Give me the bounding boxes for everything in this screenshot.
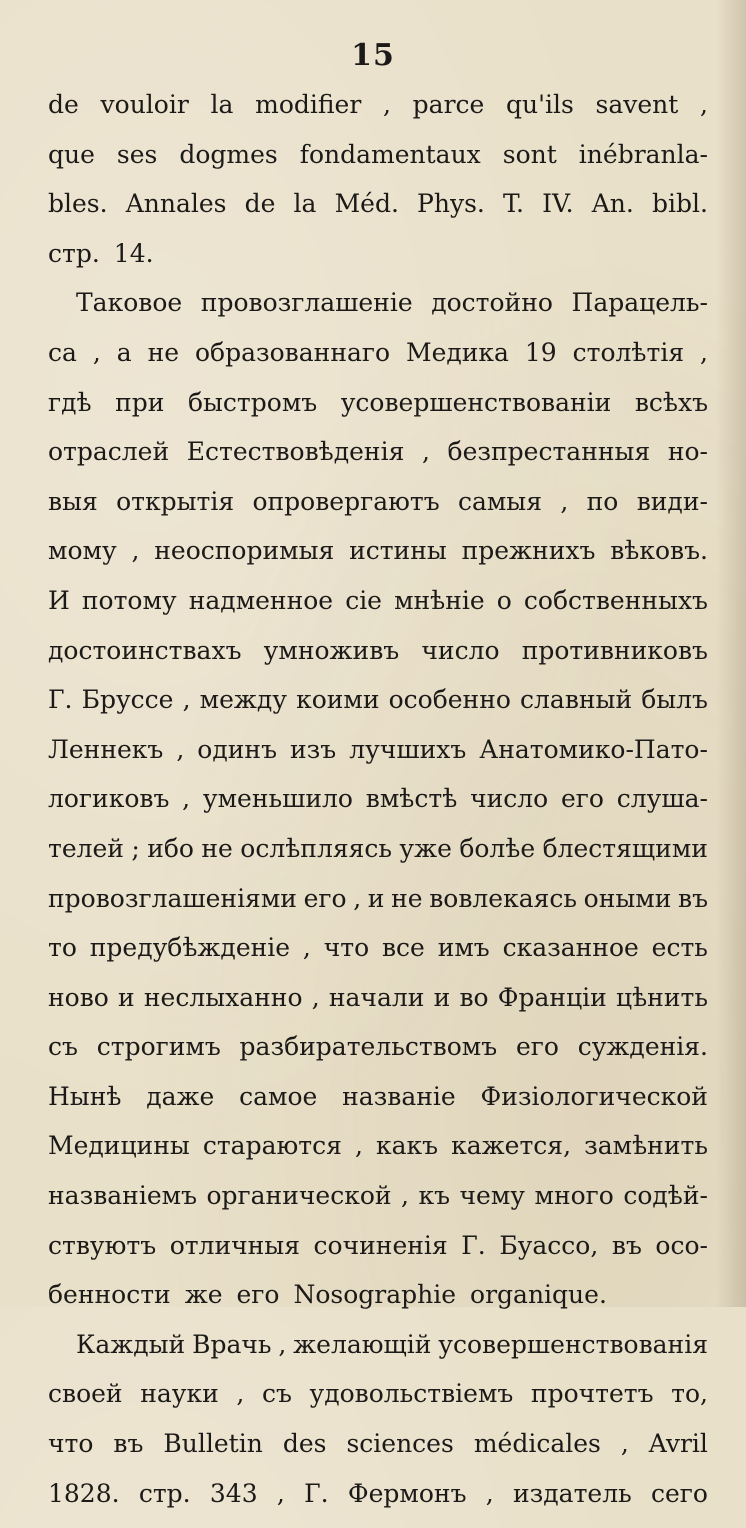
word: Бруссе [81, 685, 174, 715]
word: и [367, 883, 385, 913]
word: провозглашеніями [48, 883, 297, 913]
word: чему [459, 1181, 526, 1211]
word: и [433, 982, 451, 1012]
word: изъ [290, 734, 337, 764]
text-line [48, 189, 708, 239]
word: ново [48, 982, 109, 1012]
word: Phys. [417, 189, 485, 219]
word: былъ [641, 685, 708, 715]
word: достоинствахъ [48, 635, 242, 665]
word: Г. [461, 1230, 486, 1260]
word: науки [140, 1379, 219, 1409]
word: образованнаго [194, 337, 391, 367]
word: види- [636, 486, 708, 516]
word: открытія [116, 486, 235, 516]
text-line [48, 1131, 708, 1181]
word: число [470, 784, 549, 814]
text-line [48, 933, 708, 983]
word: Медика [405, 337, 509, 367]
word: славный [520, 685, 633, 715]
word: бенности [48, 1280, 171, 1310]
word: сужденія. [577, 1032, 708, 1062]
word: коими [296, 685, 380, 715]
word: Г. [48, 685, 73, 715]
word: названіемъ [48, 1181, 197, 1211]
word: са [48, 337, 77, 367]
word: логиковъ [48, 784, 170, 814]
word: fondamentaux [299, 139, 481, 169]
word: самое [239, 1081, 318, 1111]
word: къ [418, 1181, 451, 1211]
word: столѣтія [572, 337, 685, 367]
word: его [236, 1280, 280, 1310]
word: modifier [255, 90, 362, 119]
word: строгимъ [96, 1032, 221, 1062]
word: гдѣ [48, 387, 92, 417]
word: замѣнить [584, 1131, 708, 1161]
word: телей [48, 833, 124, 863]
word: въ [611, 1230, 642, 1260]
word: начали [328, 982, 425, 1012]
word: его [515, 1032, 559, 1062]
word: отличныя [169, 1230, 300, 1260]
word: своей [48, 1379, 123, 1409]
word: Леннекъ [48, 734, 164, 764]
word: удовольствіемъ [309, 1379, 514, 1409]
word: по [586, 486, 619, 516]
word: , [560, 486, 569, 516]
word: ослѣпляясь [240, 833, 392, 863]
word: Annales [125, 189, 227, 219]
text-line [48, 983, 708, 1033]
word: провозглашеніе [200, 288, 413, 318]
word: , [92, 337, 101, 367]
word: стр. [48, 238, 100, 268]
text-line [48, 1479, 708, 1528]
word: , [182, 784, 191, 814]
text-line [48, 636, 708, 686]
word: sciences [346, 1429, 454, 1459]
text-line [48, 884, 708, 934]
word: , [311, 982, 320, 1012]
word: , [182, 685, 191, 715]
word: опровергаютъ [252, 486, 440, 516]
word: Фермонъ [347, 1478, 467, 1508]
word: самыя [457, 486, 542, 516]
word: sont [502, 139, 557, 169]
text-line [48, 735, 708, 785]
word: съ [261, 1379, 292, 1409]
word: , [353, 883, 362, 913]
word: Нынѣ [48, 1081, 122, 1111]
word: а [116, 337, 132, 367]
word: la [210, 90, 234, 119]
word: de [244, 189, 276, 219]
word: названіе [342, 1081, 456, 1111]
text-line [48, 586, 708, 636]
word: мому [48, 536, 117, 566]
text-line [48, 1330, 708, 1380]
text-line [48, 239, 708, 289]
text-line [48, 437, 708, 487]
word: вмѣстѣ [365, 784, 458, 814]
word: la [293, 189, 317, 219]
word: 1828. [48, 1478, 120, 1508]
word: Франціи [497, 982, 607, 1012]
word: Анатомико-Пато- [479, 734, 708, 764]
text-line [48, 536, 708, 586]
word: слуша- [616, 784, 708, 814]
word: одинъ [197, 734, 277, 764]
word: qu'ils [506, 90, 574, 119]
word: Физіологической [480, 1081, 708, 1111]
word: не [201, 833, 233, 863]
word: 343 [209, 1478, 258, 1508]
word: Méd. [334, 189, 399, 219]
word: Естествовѣденія [186, 437, 405, 467]
word: что [48, 1429, 94, 1459]
word: , [354, 1131, 363, 1161]
text-block [48, 90, 708, 1528]
text-line [48, 388, 708, 438]
word: даже [146, 1081, 215, 1111]
word: прежнихъ [461, 536, 596, 566]
word: ствуютъ [48, 1230, 157, 1260]
word: savent [595, 90, 679, 119]
word: bles. [48, 189, 108, 219]
word: , [278, 1329, 287, 1359]
word: его [303, 883, 347, 913]
word: усовершенствованіи [340, 387, 612, 417]
word: Г. [304, 1478, 329, 1508]
word: стараются [202, 1131, 342, 1161]
word: , [383, 90, 391, 119]
word: , [421, 437, 430, 467]
word: умноживъ [263, 635, 400, 665]
word: истины [349, 536, 447, 566]
word: безпрестанныя [447, 437, 651, 467]
word: , [700, 337, 708, 367]
word: какъ [376, 1131, 439, 1161]
word: усовершенствованія [438, 1329, 708, 1359]
word: предубѣжденіе [89, 933, 291, 963]
word: не [147, 337, 180, 367]
word: сіе [345, 585, 382, 615]
word: блестящими [542, 833, 708, 863]
word: желающій [293, 1329, 432, 1359]
word: много [534, 1181, 614, 1211]
word: médicales [473, 1429, 601, 1459]
text-line [48, 834, 708, 884]
word: же [184, 1280, 223, 1310]
word: особенно [388, 685, 511, 715]
word: отраслей [48, 437, 170, 467]
word: Парацель- [571, 288, 708, 318]
word: кажется, [451, 1131, 572, 1161]
text-line [48, 1231, 708, 1281]
text-line [48, 1280, 708, 1330]
word: собственныхъ [523, 585, 708, 615]
word: содѣй- [623, 1181, 708, 1211]
text-line [48, 1082, 708, 1132]
word: число [421, 635, 500, 665]
word: все [381, 933, 425, 963]
text-line [48, 1181, 708, 1231]
word: что [323, 933, 370, 963]
word: прочтетъ [530, 1379, 654, 1409]
word: An. [591, 189, 634, 219]
word: то [48, 933, 77, 963]
word: оными [583, 883, 672, 913]
word: неоспоримыя [154, 536, 335, 566]
word: Таковое [76, 288, 183, 318]
word: , [276, 1478, 285, 1508]
word: достойно [431, 288, 553, 318]
word: ses [116, 139, 158, 169]
word: , [620, 1429, 629, 1459]
word: , [236, 1379, 245, 1409]
word: de [48, 90, 79, 119]
word: , [176, 734, 185, 764]
word: стр. [138, 1478, 191, 1508]
text-line [48, 338, 708, 388]
word: то, [671, 1379, 708, 1409]
word: вѣковъ. [610, 536, 708, 566]
text-line [48, 140, 708, 190]
word: уменьшило [202, 784, 353, 814]
word: его [561, 784, 604, 814]
word: organique. [470, 1280, 607, 1310]
word: лучшихъ [349, 734, 467, 764]
word: выя [48, 486, 98, 516]
word: съ [48, 1032, 78, 1062]
word: Nosographie [293, 1280, 457, 1310]
word: между [199, 685, 287, 715]
text-line [48, 90, 708, 140]
word: ; [131, 833, 140, 863]
word: 14. [113, 238, 154, 268]
word: des [282, 1429, 327, 1459]
word: dogmes [179, 139, 278, 169]
text-line [48, 487, 708, 537]
word: имъ [437, 933, 490, 963]
word: T. [503, 189, 524, 219]
word: вовлекаясь [429, 883, 577, 913]
word: не [391, 883, 423, 913]
word: , [401, 1181, 409, 1211]
page-edge-shadow [716, 0, 746, 1307]
word: Avril [648, 1429, 708, 1459]
text-line [48, 288, 708, 338]
text-line [48, 685, 708, 735]
word: издатель [512, 1478, 632, 1508]
word: , [485, 1478, 494, 1508]
word: уже [399, 833, 452, 863]
word: inébranla- [578, 139, 708, 169]
word: 19 [524, 337, 557, 367]
word: быстромъ [187, 387, 318, 417]
word: Медицины [48, 1131, 190, 1161]
word: IV. [542, 189, 574, 219]
word: и [118, 982, 135, 1012]
word: , [131, 536, 140, 566]
word: ибо [147, 833, 194, 863]
word: надменное [188, 585, 334, 615]
word: органической [206, 1181, 392, 1211]
word: противниковъ [521, 635, 708, 665]
word: Bulletin [163, 1429, 263, 1459]
text-line [48, 1032, 708, 1082]
word: , [302, 933, 311, 963]
word: сказанное [502, 933, 639, 963]
word: осо- [655, 1230, 708, 1260]
word: , [700, 90, 708, 119]
word: неслыханно [143, 982, 303, 1012]
word: que [48, 139, 95, 169]
word: о [496, 585, 512, 615]
word: но- [667, 437, 708, 467]
word: сочиненія [313, 1230, 448, 1260]
word: vouloir [100, 90, 189, 119]
word: болѣе [459, 833, 536, 863]
word: потому [81, 585, 177, 615]
word: разбирательствомъ [239, 1032, 498, 1062]
word: въ [113, 1429, 144, 1459]
word: цѣнить [616, 982, 708, 1012]
word: Каждый [76, 1329, 186, 1359]
word: при [115, 387, 165, 417]
text-line [48, 1429, 708, 1479]
word: parce [412, 90, 485, 119]
word: bibl. [651, 189, 708, 219]
word: сего [650, 1478, 708, 1508]
word: есть [651, 933, 708, 963]
word: Врачь [192, 1329, 272, 1359]
page-number: 15 [351, 38, 395, 73]
word: во [459, 982, 489, 1012]
word: И [48, 585, 70, 615]
word: всѣхъ [634, 387, 708, 417]
word: мнѣніе [394, 585, 485, 615]
text-line [48, 1379, 708, 1429]
text-line [48, 784, 708, 834]
word: въ [678, 883, 708, 913]
word: Буассо, [499, 1230, 599, 1260]
